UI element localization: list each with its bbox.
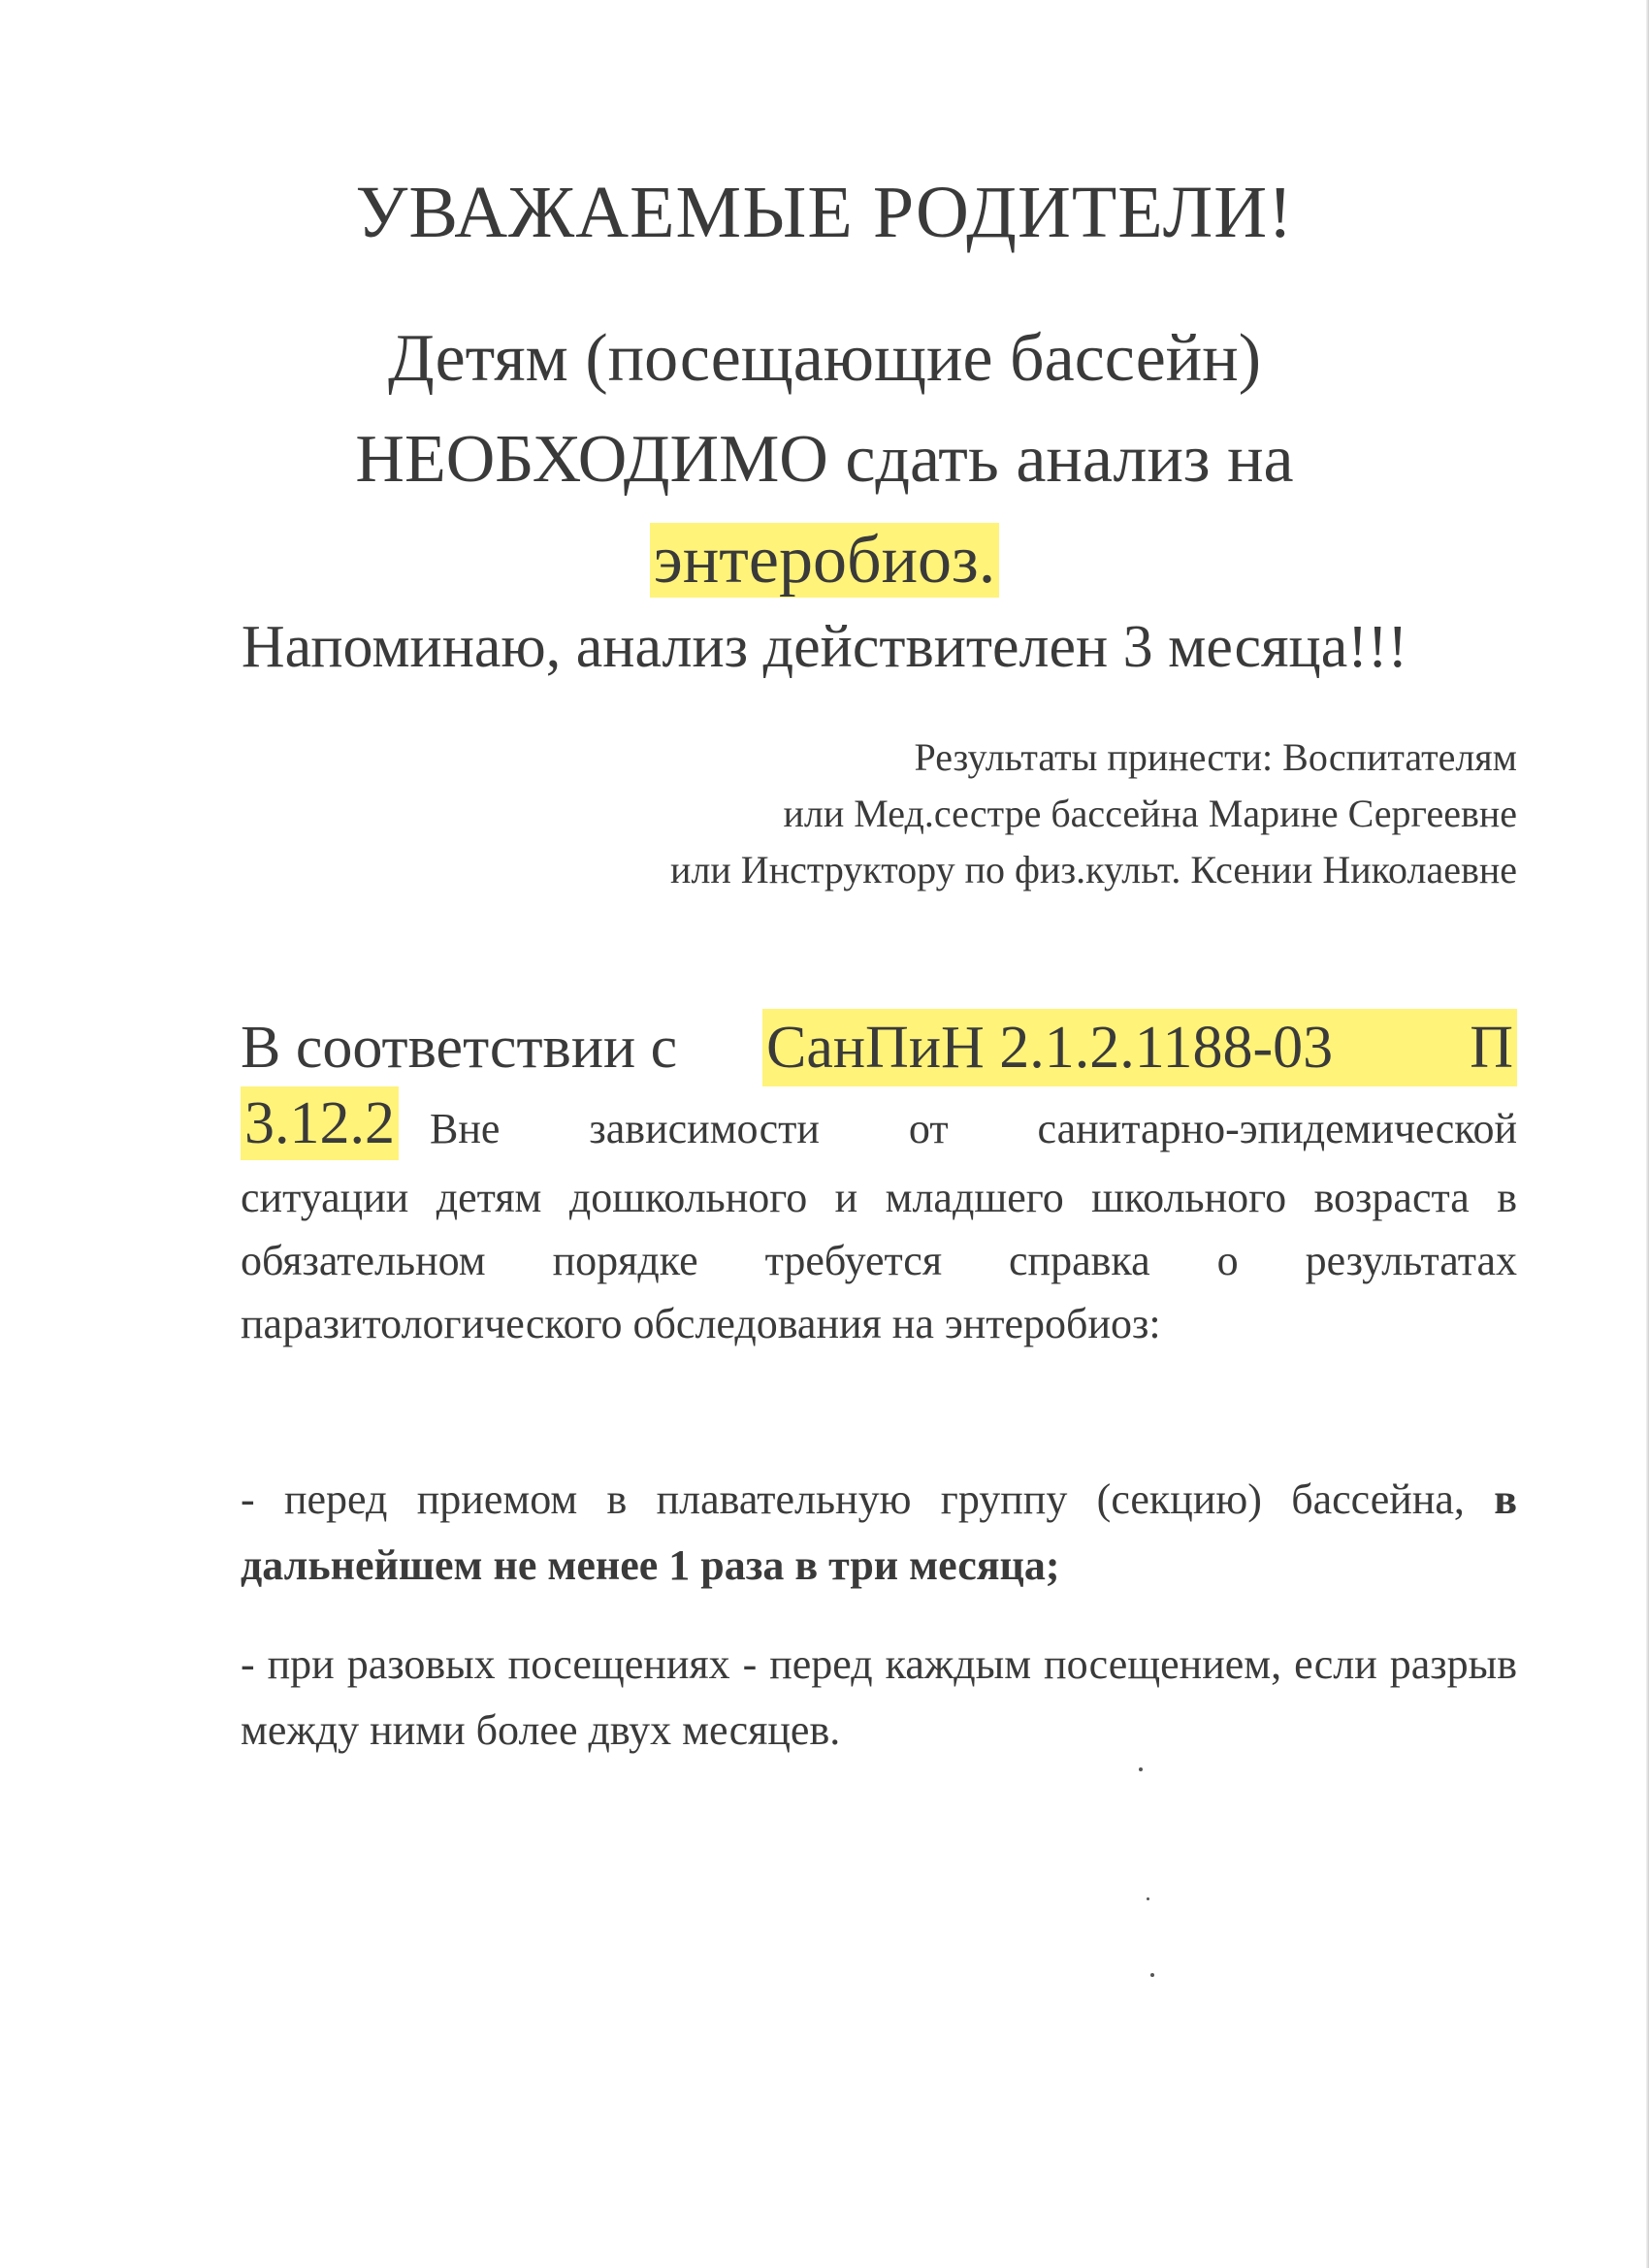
results-line-1: Результаты принести: Воспитателям [914, 735, 1517, 779]
bullet-first [241, 1467, 1517, 1599]
bullet-first-text: - перед приемом в плавательную группу (секцию) бассейна, [241, 1475, 1465, 1523]
law-first-line [241, 1086, 1517, 1166]
bullet-second: - при разовых посещениях - перед каждым посещением, если разрыв между ними более двух месяцев. [241, 1640, 1517, 1754]
subtitle-line-3 [0, 510, 1649, 611]
law-text-first: Вне зависимости от санитарно-эпидемической [430, 1105, 1517, 1152]
law-norm-highlight [762, 1009, 1517, 1086]
scan-speck [1150, 1973, 1154, 1977]
results-line-2: или Мед.сестре бассейна Марине Сергеевне [783, 792, 1517, 835]
results-line-3: или Инструктору по физ.культ. Ксении Николаевне [670, 848, 1517, 891]
bullet-first-bold: в дальнейшем не менее 1 раза в три месяца; [241, 1475, 1517, 1589]
subtitle-line-1: Детям (посещающие бассейн) [387, 321, 1262, 396]
law-prefix: В соответствии с [241, 1015, 678, 1081]
subtitle-block [0, 308, 1649, 611]
results-delivery-block [670, 729, 1517, 898]
law-heading [241, 1009, 1517, 1086]
law-point-letter: П [1470, 1015, 1513, 1081]
law-text-rest: ситуации детям дошкольного и младшего школьного возраста в обязательном порядке требуется справка о результатах паразитологического обследования на энтеробиоз: [241, 1174, 1517, 1347]
law-point-number: 3.12.2 [241, 1086, 399, 1160]
highlighted-diagnosis: энтеробиоз. [650, 523, 999, 598]
validity-reminder: Напоминаю, анализ действителен 3 месяца!!! [241, 614, 1408, 680]
scan-speck [1139, 1767, 1143, 1771]
scan-speck [1147, 1897, 1149, 1900]
subtitle-line-2: НЕОБХОДИМО сдать анализ на [355, 422, 1294, 497]
page-title: УВАЖАЕМЫЕ РОДИТЕЛИ! [355, 172, 1294, 253]
law-norm: СанПиН 2.1.2.1188-03 [766, 1015, 1334, 1081]
law-reference-block [241, 1009, 1517, 1355]
